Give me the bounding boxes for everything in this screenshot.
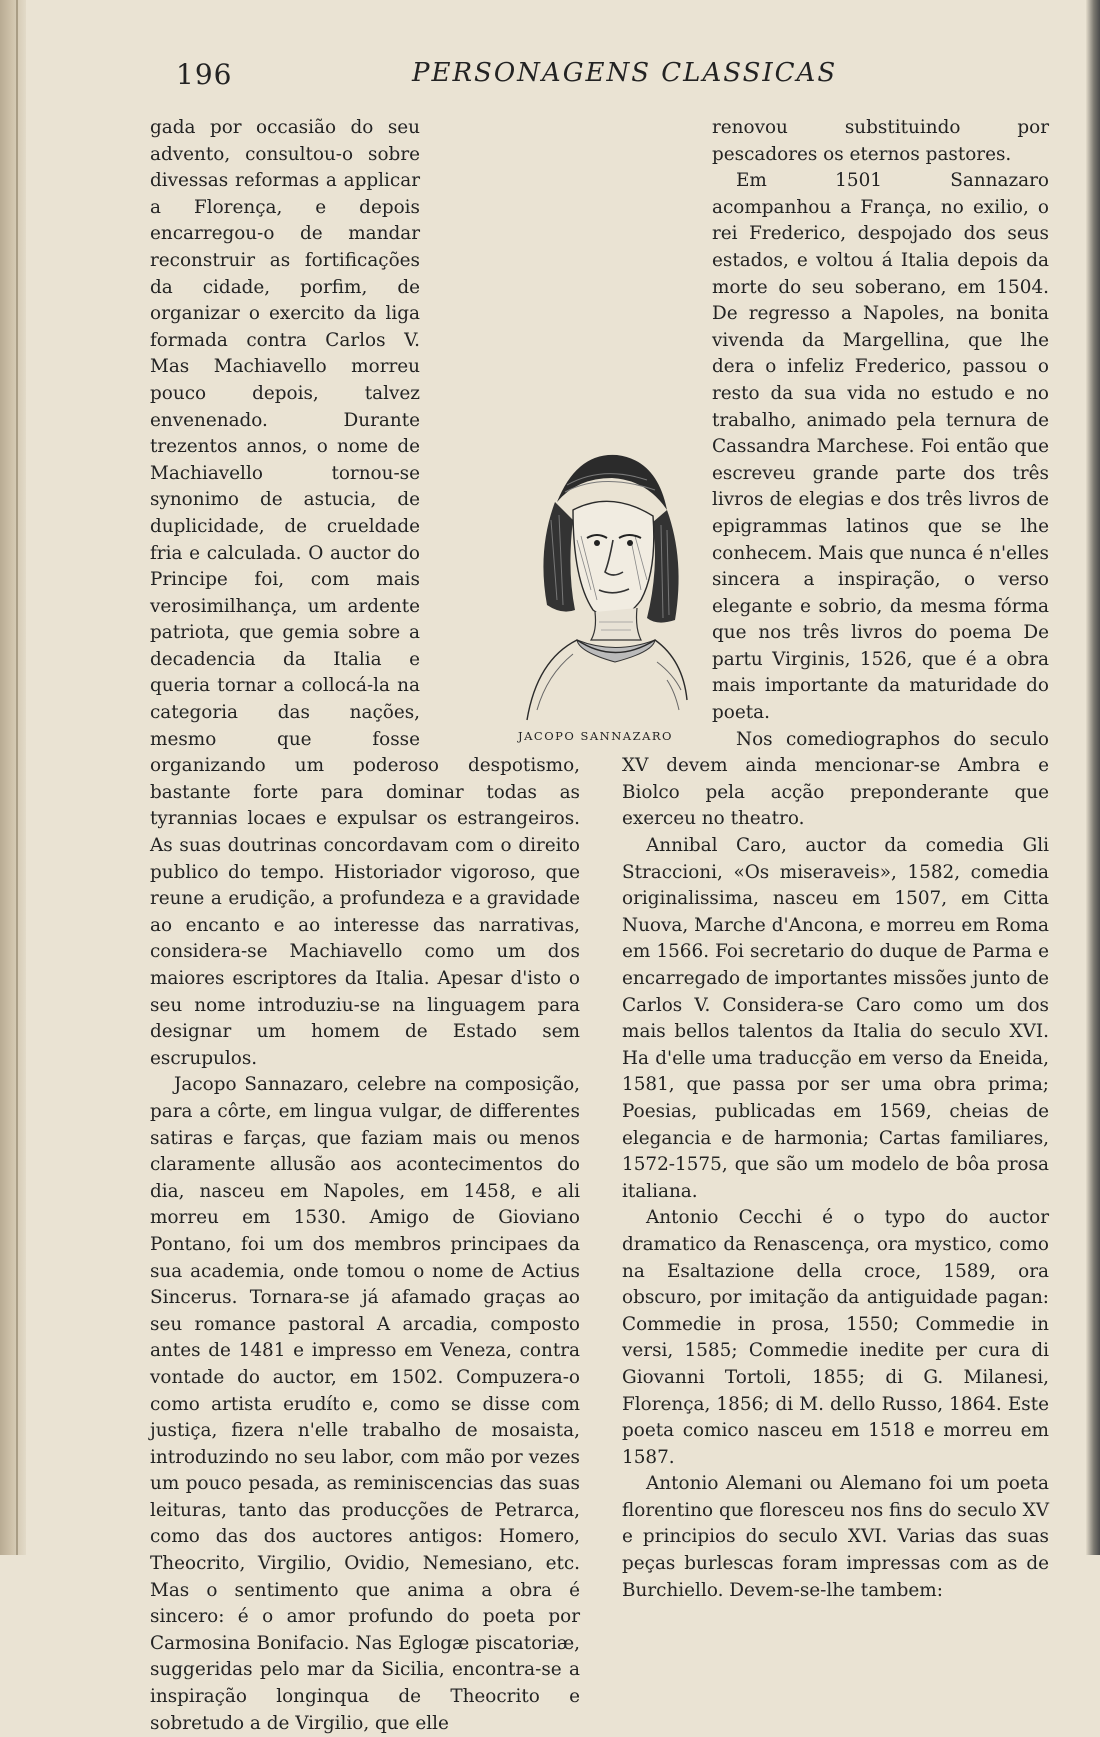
book-spine-shadow bbox=[0, 0, 26, 1555]
portrait-engraving bbox=[507, 440, 697, 740]
paragraph-antonio-alemani: Antonio Alemani ou Alemano foi um poeta florentino que floresceu nos fins do seculo XV e principios do seculo XVI. Varias das suas peças burlescas foram impressas com as de Burchiello. Devem-se-lhe tambem: bbox=[622, 1473, 1049, 1601]
paragraph-antonio-cecchi: Antonio Cecchi é o typo do auctor dramatico da Renascença, ora mystico, como na Esaltazione della croce, 1589, ora obscuro, por imitação da antiguidade pagan: Commedie in prosa, 1550; Commedie in versi, 1585; Commedie inedite per cura di Giovanni Tortoli, 1855; di G. Milanesi, Florença, 1856; di M. dello Russo, 1864. Este poeta comico nasceu em 1518 e morreu em 1587. bbox=[622, 1207, 1049, 1468]
page-edge-shadow bbox=[1086, 0, 1100, 1555]
paragraph-sannazaro: Jacopo Sannazaro, celebre na composição, para a côrte, em lingua vulgar, de differentes satiras e farças, que faziam mais ou menos claramente allusão aos acontecimentos do dia, nasceu em Napoles, em 1458, e ali morreu em 1530. Amigo de Gioviano Pontano, foi um dos membros principaes da sua academia, onde tomou o nome de Actius Sincerus. Tornara-se já afamado graças ao seu romance pastoral A arcadia, composto antes de 1481 e impresso em Veneza, contra vontade do auctor, em 1502. Compuzera-o como artista erudíto e, como se disse com justiça, fizera n'elle trabalho de mosaista, introduzindo no seu labor, com mão por vezes um pouco pesada, as reminiscencias das suas leituras, tanto das producções de Petrarca, como das dos auctores antigos: Homero, Theocrito, Virgilio, Ovidio, Nemesiano, etc. Mas o sentimento que anima a obra é sincero: é o amor profundo do poeta por Carmosina Bonifacio. Nas Eglogæ piscatoriæ, suggeridas pelo mar da Sicilia, encontra-se a inspiração longinqua de Theocrito e sobretudo a de Virgilio, que elle bbox=[150, 1074, 580, 1734]
paragraph-exile: Em 1501 Sannazaro acompanhou a França, no exilio, o rei Frederico, despojado dos seus estados, e voltou á Italia depois da morte do seu soberano, em 1504. De regresso a Napoles, na bonita vivenda da Margellina, que lhe dera o infeliz Frederico, passou o resto da sua vida no estudo e no trabalho, animado pela ternura de Cassandra Marchese. Foi então que escreveu grande parte dos três livros de elegias e dos três livros de epigrammas latinos que se lhe conhecem. Mais que nunca é n'elles sincera a inspiração, o verso elegante e sobrio, da mesma fórma que nos três livros do poema De partu Virginis, 1526, que é a obra mais importante da maturidade do poeta. bbox=[712, 170, 1049, 724]
figure-caption: JACOPO SANNAZARO bbox=[518, 729, 673, 743]
paragraph-machiavello-end: gada por occasião do seu advento, consultou-o sobre divessas reformas a applicar a Florença, e depois encarregou-o de mandar reconstruir as fortificações da cidade, porfim, de organizar o exercito da liga formada contra Carlos V. Mas Machiavello morreu pouco depois, talvez envenenado. Durante trezentos annos, o nome de Machiavello tornou-se synonimo de astucia, de duplicidade, de crueldade fria e calculada. O auctor do Principe foi, com mais verosimilhança, um ardente patriota, que gemia sobre a decadencia da Italia e queria tornar a collocá-la na categoria das nações, mesmo que fosse organizando um poderoso despotismo, bastante forte para dominar todas as tyrannias locaes e expulsar os estrangeiros. As suas doutrinas concordavam com o direito publico do tempo. Historiador vigoroso, que reune a erudição, a profundeza e a gravidade ao encanto e ao interesse das narrativas, considera-se Machiavello como um dos maiores escriptores da Italia. Apesar d'isto o seu nome introduziu-se na linguagem para designar um homem de Estado sem escrupulos. bbox=[150, 117, 580, 1069]
paragraph-comediographos: Nos comediographos do seculo XV devem ainda mencionar-se Ambra e Biolco pela acção preponderante que exerceu no theatro. bbox=[622, 728, 1049, 830]
paragraph-annibal-caro: Annibal Caro, auctor da comedia Gli Straccioni, «Os miseraveis», 1582, comedia originalissima, nasceu em 1507, em Citta Nuova, Marche d'Ancona, e morreu em Roma em 1566. Foi secretario do duque de Parma e encarregado de importantes missões junto de Carlos V. Considera-se Caro como um dos mais bellos talentos da Italia do seculo XVI. Ha d'elle uma traducção em verso da Eneida, 1581, que passa por ser uma obra prima; Poesias, publicadas em 1569, cheias de elegancia e de harmonia; Cartas familiares, 1572-1575, que são um modelo de bôa prosa italiana. bbox=[622, 835, 1049, 1202]
right-column bbox=[622, 115, 1049, 1604]
paragraph-sannazaro-cont: renovou substituindo por pescadores os eternos pastores. bbox=[712, 117, 1049, 165]
running-title: PERSONAGENS CLASSICAS bbox=[412, 58, 838, 88]
page-number: 196 bbox=[176, 58, 233, 91]
left-column bbox=[150, 115, 580, 1737]
